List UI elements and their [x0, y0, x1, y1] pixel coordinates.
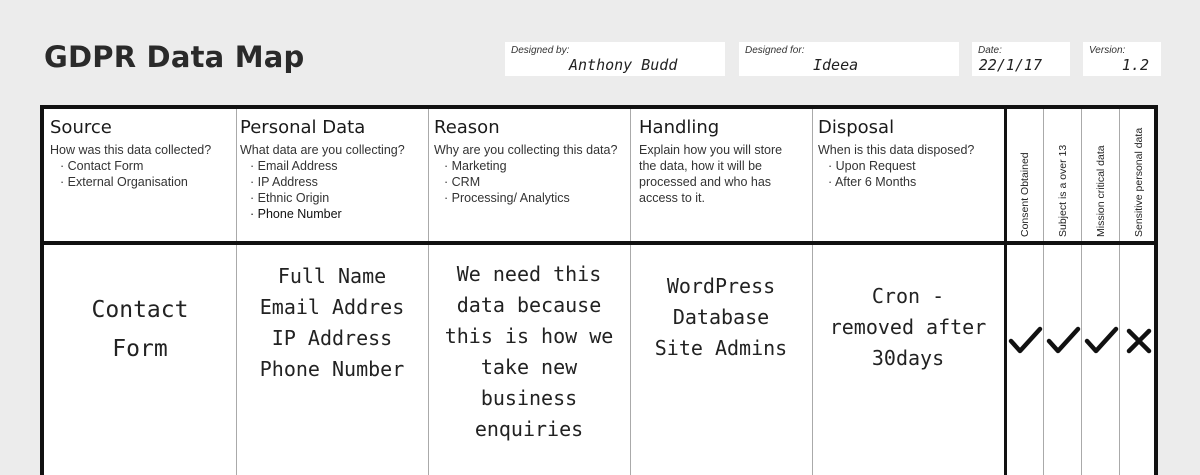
handling-question-line: Explain how you will store — [639, 143, 783, 157]
version-value: 1.2 — [1121, 56, 1149, 74]
entry-line: WordPress — [666, 274, 776, 298]
handling-question-line: access to it. — [639, 191, 705, 205]
list-item: · Upon Request — [828, 158, 1002, 174]
flag-header-consent — [1007, 127, 1043, 237]
handling-question-line: the data, how it will be — [639, 159, 762, 173]
flag-label: Consent Obtained — [1019, 152, 1031, 237]
list-item: · Ethnic Origin — [250, 190, 426, 206]
designed-for-label: Designed for: — [745, 45, 805, 56]
list-item: · After 6 Months — [828, 174, 1002, 190]
mission-critical-check-icon[interactable] — [1083, 323, 1119, 359]
entry-disposal[interactable] — [812, 281, 1004, 374]
source-heading: Source — [50, 117, 112, 138]
disposal-options — [818, 158, 1002, 190]
flag-header-sensitive — [1121, 127, 1157, 237]
entry-line: this is how we — [444, 324, 614, 348]
reason-heading: Reason — [434, 117, 500, 138]
reason-question: Why are you collecting this data? — [434, 143, 618, 157]
column-divider — [1119, 109, 1120, 475]
entry-line: We need this — [456, 262, 602, 286]
reason-header — [434, 117, 628, 206]
entry-line: data because — [456, 293, 602, 317]
entry-line: Full Name — [277, 264, 387, 288]
handling-heading: Handling — [639, 117, 720, 138]
entry-handling[interactable] — [630, 271, 812, 364]
version-field[interactable] — [1083, 42, 1161, 76]
personal-data-heading: Personal Data — [240, 117, 366, 138]
entry-line: Email Addres — [259, 295, 405, 319]
entry-line: Database — [672, 305, 770, 329]
handling-question-line: processed and who has — [639, 175, 772, 189]
page-title: GDPR Data Map — [44, 40, 305, 74]
entry-line: removed after — [829, 315, 987, 339]
version-label: Version: — [1089, 45, 1126, 56]
flag-header-over-13 — [1045, 127, 1081, 237]
list-item: · External Organisation — [60, 174, 234, 190]
handling-header — [639, 117, 809, 206]
designed-by-label: Designed by: — [511, 45, 570, 56]
entry-line: business — [480, 386, 578, 410]
entry-line: IP Address — [271, 326, 393, 350]
list-item: · Processing/ Analytics — [444, 190, 628, 206]
date-value: 22/1/17 — [978, 56, 1042, 74]
personal-data-header — [240, 117, 426, 222]
flag-label: Sensitive personal data — [1133, 127, 1145, 237]
sensitive-cross-icon[interactable] — [1121, 323, 1157, 359]
list-item: · Phone Number — [250, 206, 426, 222]
data-map-table — [40, 105, 1158, 475]
entry-personal-data[interactable] — [236, 261, 428, 385]
entry-source[interactable] — [44, 291, 236, 369]
entry-line: Phone Number — [259, 357, 405, 381]
disposal-heading: Disposal — [818, 117, 895, 138]
over-13-check-icon[interactable] — [1045, 323, 1081, 359]
designed-for-value: Ideea — [813, 56, 859, 74]
date-label: Date: — [978, 45, 1002, 56]
list-item: · Contact Form — [60, 158, 234, 174]
entry-line: Contact — [91, 297, 189, 323]
consent-check-icon[interactable] — [1007, 323, 1043, 359]
disposal-question: When is this data disposed? — [818, 143, 975, 157]
header-divider — [44, 241, 1154, 245]
date-field[interactable] — [972, 42, 1070, 76]
personal-data-options — [240, 158, 426, 222]
flag-label: Mission critical data — [1095, 145, 1107, 237]
entry-reason[interactable] — [428, 259, 630, 445]
reason-options — [434, 158, 628, 206]
entry-line: 30days — [871, 346, 945, 370]
list-item: · Email Address — [250, 158, 426, 174]
entry-line: Cron - — [871, 284, 945, 308]
source-header — [50, 117, 234, 190]
entry-line: Site Admins — [654, 336, 788, 360]
entry-line: enquiries — [474, 417, 584, 441]
designed-by-field[interactable] — [505, 42, 725, 76]
source-question: How was this data collected? — [50, 143, 212, 157]
list-item: · Marketing — [444, 158, 628, 174]
list-item: · IP Address — [250, 174, 426, 190]
source-options — [50, 158, 234, 190]
column-divider — [1081, 109, 1082, 475]
disposal-header — [818, 117, 1002, 190]
flag-label: Subject is a over 13 — [1057, 144, 1069, 237]
column-divider — [1043, 109, 1044, 475]
entry-line: take new — [480, 355, 578, 379]
entry-line: Form — [112, 336, 168, 362]
list-item: · CRM — [444, 174, 628, 190]
designed-for-field[interactable] — [739, 42, 959, 76]
designed-by-value: Anthony Budd — [569, 56, 678, 74]
flag-header-mission-critical — [1083, 127, 1119, 237]
personal-data-question: What data are you collecting? — [240, 143, 405, 157]
